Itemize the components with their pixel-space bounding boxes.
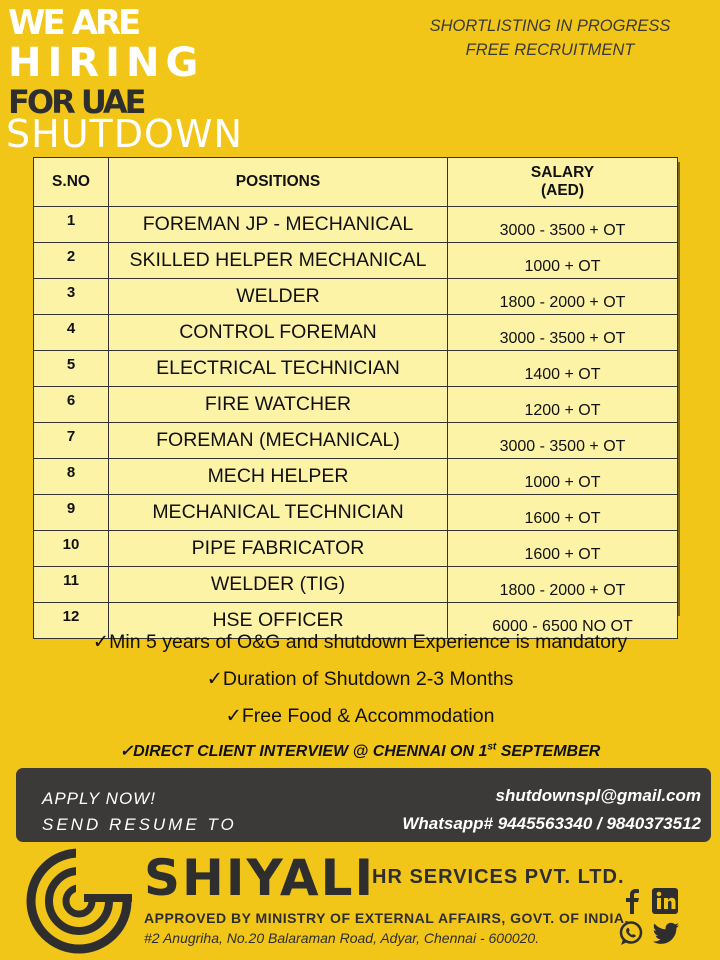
table-row	[34, 495, 678, 531]
heading-hiring: HIRING	[8, 40, 205, 86]
table-row	[34, 351, 678, 387]
note-duration: ✓Duration of Shutdown 2-3 Months	[206, 668, 514, 690]
table-header-row	[34, 158, 678, 207]
cell-position: PIPE FABRICATOR	[109, 531, 448, 567]
cell-sno: 11	[34, 567, 109, 603]
apply-box	[16, 768, 711, 842]
cell-sno: 4	[34, 315, 109, 351]
note-interview-sup: st	[487, 741, 497, 753]
table-row	[34, 387, 678, 423]
table-row	[34, 279, 678, 315]
cell-position: CONTROL FOREMAN	[109, 315, 448, 351]
cell-position: MECH HELPER	[109, 459, 448, 495]
apply-callout	[42, 786, 237, 838]
note-interview	[0, 741, 720, 761]
cell-position: FOREMAN JP - MECHANICAL	[109, 207, 448, 243]
status-free-recruitment: FREE RECRUITMENT	[465, 41, 635, 59]
heading-for-uae: FOR UAE	[8, 83, 144, 121]
cell-position: MECHANICAL TECHNICIAN	[109, 495, 448, 531]
hero-heading	[8, 4, 204, 120]
status-text	[400, 14, 700, 62]
cell-position: FIRE WATCHER	[109, 387, 448, 423]
positions-table	[33, 157, 678, 639]
cell-position: FOREMAN (MECHANICAL)	[109, 423, 448, 459]
cell-position: SKILLED HELPER MECHANICAL	[109, 243, 448, 279]
apply-now-text: APPLY NOW!	[42, 789, 156, 808]
company-approval: APPROVED BY MINISTRY OF EXTERNAL AFFAIRS, GOVT. OF INDIA.	[144, 910, 629, 926]
cell-sno: 7	[34, 423, 109, 459]
table-row	[34, 531, 678, 567]
table-row	[34, 567, 678, 603]
facebook-icon[interactable]	[622, 888, 642, 914]
twitter-icon[interactable]	[652, 922, 680, 946]
cell-salary: 1600 + OT	[448, 531, 678, 567]
cell-sno: 5	[34, 351, 109, 387]
table-row	[34, 315, 678, 351]
linkedin-icon[interactable]	[652, 888, 678, 914]
contact-info	[402, 782, 701, 838]
status-shortlisting: SHORTLISTING IN PROGRESS	[429, 17, 671, 35]
header-salary	[448, 158, 678, 207]
cell-salary: 1600 + OT	[448, 495, 678, 531]
company-suffix: HR SERVICES PVT. LTD.	[372, 866, 625, 888]
cell-salary: 1800 - 2000 + OT	[448, 567, 678, 603]
cell-salary: 6000 - 6500 NO OT	[448, 603, 678, 639]
cell-sno: 9	[34, 495, 109, 531]
note-experience: ✓Min 5 years of O&G and shutdown Experience is mandatory	[92, 631, 628, 653]
table-row	[34, 243, 678, 279]
cell-salary: 3000 - 3500 + OT	[448, 423, 678, 459]
cell-sno: 3	[34, 279, 109, 315]
table-row	[34, 207, 678, 243]
cell-position: ELECTRICAL TECHNICIAN	[109, 351, 448, 387]
send-resume-text: SEND RESUME TO	[42, 815, 237, 834]
header-positions: POSITIONS	[109, 158, 448, 207]
cell-position: WELDER (TIG)	[109, 567, 448, 603]
table-row	[34, 423, 678, 459]
cell-sno: 8	[34, 459, 109, 495]
header-salary-line1: SALARY	[530, 164, 595, 181]
note-interview-text: ✓DIRECT CLIENT INTERVIEW @ CHENNAI ON 1	[119, 743, 488, 760]
note-interview-month: SEPTEMBER	[496, 743, 601, 760]
cell-salary: 3000 - 3500 + OT	[448, 315, 678, 351]
whatsapp-numbers: Whatsapp# 9445563340 / 9840373512	[402, 814, 701, 833]
heading-we-are: WE ARE	[8, 3, 139, 43]
cell-sno: 10	[34, 531, 109, 567]
cell-salary: 1000 + OT	[448, 243, 678, 279]
whatsapp-icon[interactable]	[618, 920, 644, 946]
email-link[interactable]: shutdownspl@gmail.com	[495, 786, 701, 805]
cell-sno: 6	[34, 387, 109, 423]
header-sno: S.NO	[34, 158, 109, 207]
cell-sno: 12	[34, 603, 109, 639]
company-address: #2 Anugriha, No.20 Balaraman Road, Adyar, Chennai - 600020.	[144, 930, 540, 946]
note-food: ✓Free Food & Accommodation	[225, 705, 495, 727]
company-name: SHIYALI	[144, 849, 376, 907]
table-row	[34, 459, 678, 495]
heading-shutdown: SHUTDOWN	[6, 112, 243, 156]
cell-sno: 2	[34, 243, 109, 279]
cell-position: WELDER	[109, 279, 448, 315]
shiyali-logo-icon	[24, 846, 134, 956]
cell-salary: 1000 + OT	[448, 459, 678, 495]
cell-position: HSE OFFICER	[109, 603, 448, 639]
cell-salary: 1400 + OT	[448, 351, 678, 387]
cell-salary: 3000 - 3500 + OT	[448, 207, 678, 243]
cell-salary: 1800 - 2000 + OT	[448, 279, 678, 315]
cell-salary: 1200 + OT	[448, 387, 678, 423]
cell-sno: 1	[34, 207, 109, 243]
header-salary-line2: (AED)	[540, 182, 585, 199]
